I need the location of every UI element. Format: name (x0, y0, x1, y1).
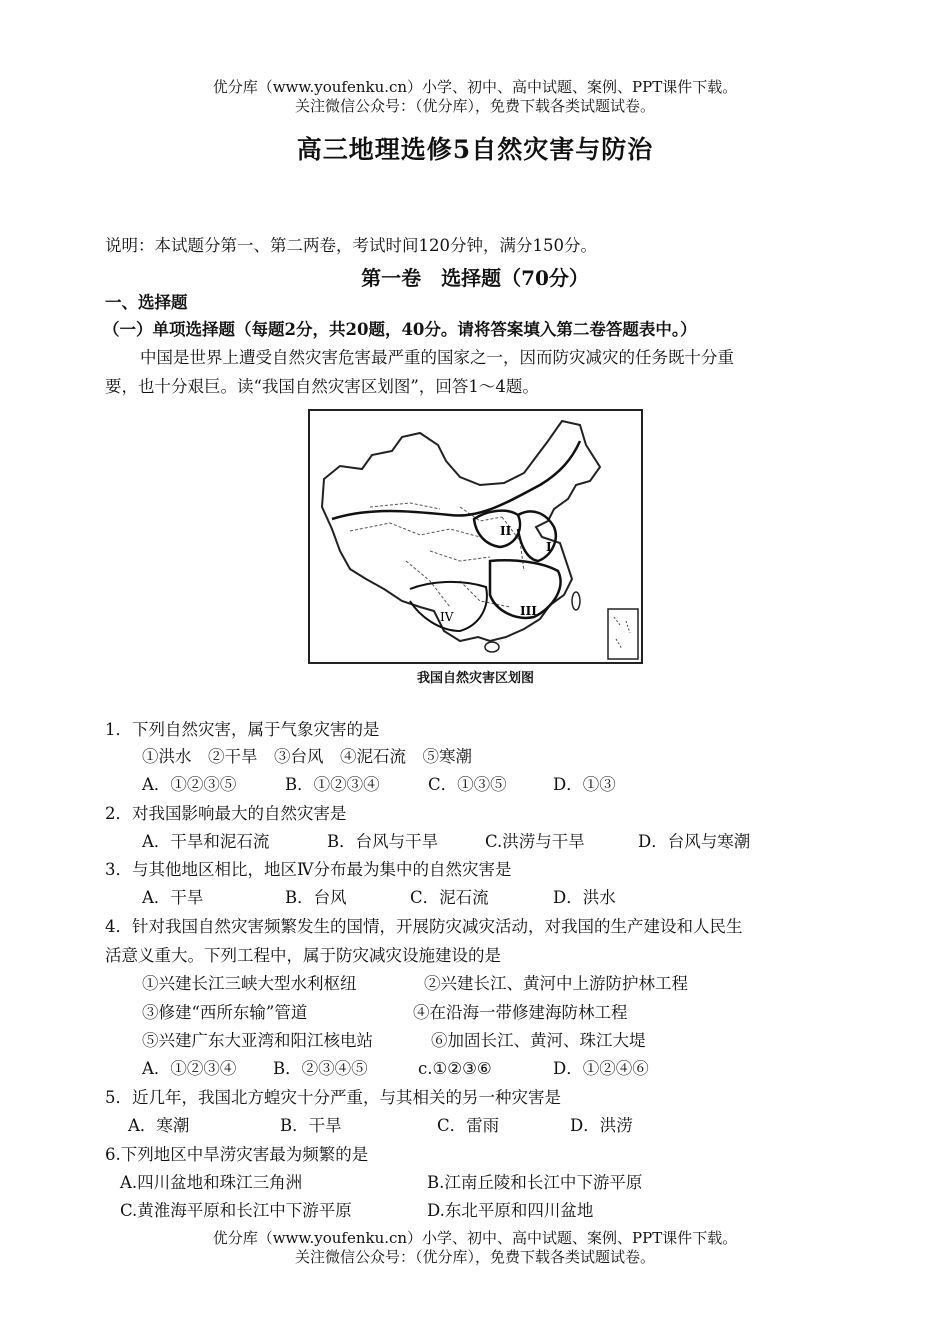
q4-item-5: ⑤兴建广东大亚湾和阳江核电站 (142, 1031, 373, 1050)
subpart-heading: （一）单项选择题（每题2分，共20题，40分。请将答案填入第二卷答题表中。） (103, 320, 697, 339)
disaster-region-map (308, 409, 643, 664)
q6-option-a: A.四川盆地和珠江三角洲 (120, 1173, 303, 1192)
q1-option-b: B．①②③④ (285, 775, 380, 794)
q4-option-a: A．①②③④ (142, 1059, 237, 1078)
q3-option-a: A．干旱 (142, 888, 204, 907)
province-lines (350, 503, 524, 607)
q5-option-a: A．寒潮 (128, 1116, 190, 1135)
taiwan-island (572, 592, 580, 610)
china-outline (322, 421, 600, 641)
footer-line-1: 优分库（www.youfenku.cn）小学、初中、高中试题、案例、PPT课件下载。 (212, 1229, 738, 1247)
section-title: 第一卷 选择题（70分） (361, 266, 589, 290)
q6-stem: 6.下列地区中旱涝灾害最为频繁的是 (105, 1145, 369, 1164)
q6-option-c: C.黄淮海平原和长江中下游平原 (120, 1201, 352, 1220)
q1-option-d: D．①③ (553, 775, 616, 794)
q5-stem: 5．近几年，我国北方蝗灾十分严重，与其相关的另一种灾害是 (105, 1088, 561, 1107)
part-heading: 一、选择题 (105, 293, 188, 312)
q4-item-6: ⑥加固长江、黄河、珠江大堤 (431, 1031, 646, 1050)
intro-line-1: 中国是世界上遭受自然灾害危害最严重的国家之一，因而防灾减灾的任务既十分重 (140, 348, 734, 367)
intro-line-2: 要，也十分艰巨。读“我国自然灾害区划图”，回答1～4题。 (105, 377, 539, 396)
q3-option-b: B．台风 (285, 888, 347, 907)
instructions: 说明：本试题分第一、第二两卷，考试时间120分钟，满分150分。 (105, 236, 597, 255)
q4-item-2: ②兴建长江、黄河中上游防护林工程 (424, 974, 688, 993)
header-line-1: 优分库（www.youfenku.cn）小学、初中、高中试题、案例、PPT课件下载。 (212, 78, 738, 96)
q1-items: ①洪水 ②干旱 ③台风 ④泥石流 ⑤寒潮 (142, 747, 472, 766)
page-title: 高三地理选修5自然灾害与防治 (296, 135, 654, 164)
q3-option-d: D．洪水 (553, 888, 616, 907)
q1-stem: 1．下列自然灾害，属于气象灾害的是 (105, 720, 380, 739)
header-line-2: 关注微信公众号：（优分库），免费下载各类试题试卷。 (294, 97, 655, 115)
q5-option-b: B．干旱 (280, 1116, 342, 1135)
q2-option-c: C.洪涝与干旱 (485, 832, 585, 851)
footer-line-2: 关注微信公众号：（优分库），免费下载各类试题试卷。 (294, 1248, 655, 1266)
q5-option-d: D．洪涝 (570, 1116, 633, 1135)
q3-option-c: C．泥石流 (410, 888, 489, 907)
map-caption: 我国自然灾害区划图 (416, 671, 534, 686)
region-boundary-ii (474, 511, 520, 547)
q5-option-c: C．雷雨 (437, 1116, 500, 1135)
hainan-island (485, 642, 499, 652)
region-label-ii: II (500, 524, 512, 538)
region-label-iv: IV (440, 610, 454, 624)
china-map-svg (310, 411, 641, 662)
q4-option-c: c.①②③⑥ (418, 1059, 492, 1078)
q3-stem: 3．与其他地区相比，地区Ⅳ分布最为集中的自然灾害是 (105, 860, 512, 879)
q4-stem-line-2: 活意义重大。下列工程中，属于防灾减灾设施建设的是 (105, 946, 501, 965)
q2-option-b: B．台风与干旱 (327, 832, 439, 851)
q4-option-d: D．①②④⑥ (553, 1059, 649, 1078)
region-boundary-north (332, 441, 580, 519)
q4-stem-line-1: 4．针对我国自然灾害频繁发生的国情，开展防灾减灾活动，对我国的生产建设和人民生 (105, 917, 743, 936)
q2-option-a: A．干旱和泥石流 (142, 832, 270, 851)
q6-option-b: B.江南丘陵和长江中下游平原 (427, 1173, 643, 1192)
q2-stem: 2．对我国影响最大的自然灾害是 (105, 804, 347, 823)
south-sea-inset (608, 609, 638, 659)
q1-option-c: C．①③⑤ (428, 775, 507, 794)
q2-option-d: D．台风与寒潮 (638, 832, 751, 851)
region-label-iii: III (520, 604, 537, 618)
q1-option-a: A．①②③⑤ (142, 775, 237, 794)
q4-item-3: ③修建“西所东输”管道 (142, 1003, 308, 1022)
q4-item-1: ①兴建长江三峡大型水利枢纽 (142, 974, 357, 993)
q4-option-b: B．②③④⑤ (273, 1059, 368, 1078)
region-label-i: I (546, 540, 552, 554)
q4-item-4: ④在沿海一带修建海防林工程 (413, 1003, 628, 1022)
inset-dashes (614, 617, 630, 649)
q6-option-d: D.东北平原和四川盆地 (427, 1201, 594, 1220)
